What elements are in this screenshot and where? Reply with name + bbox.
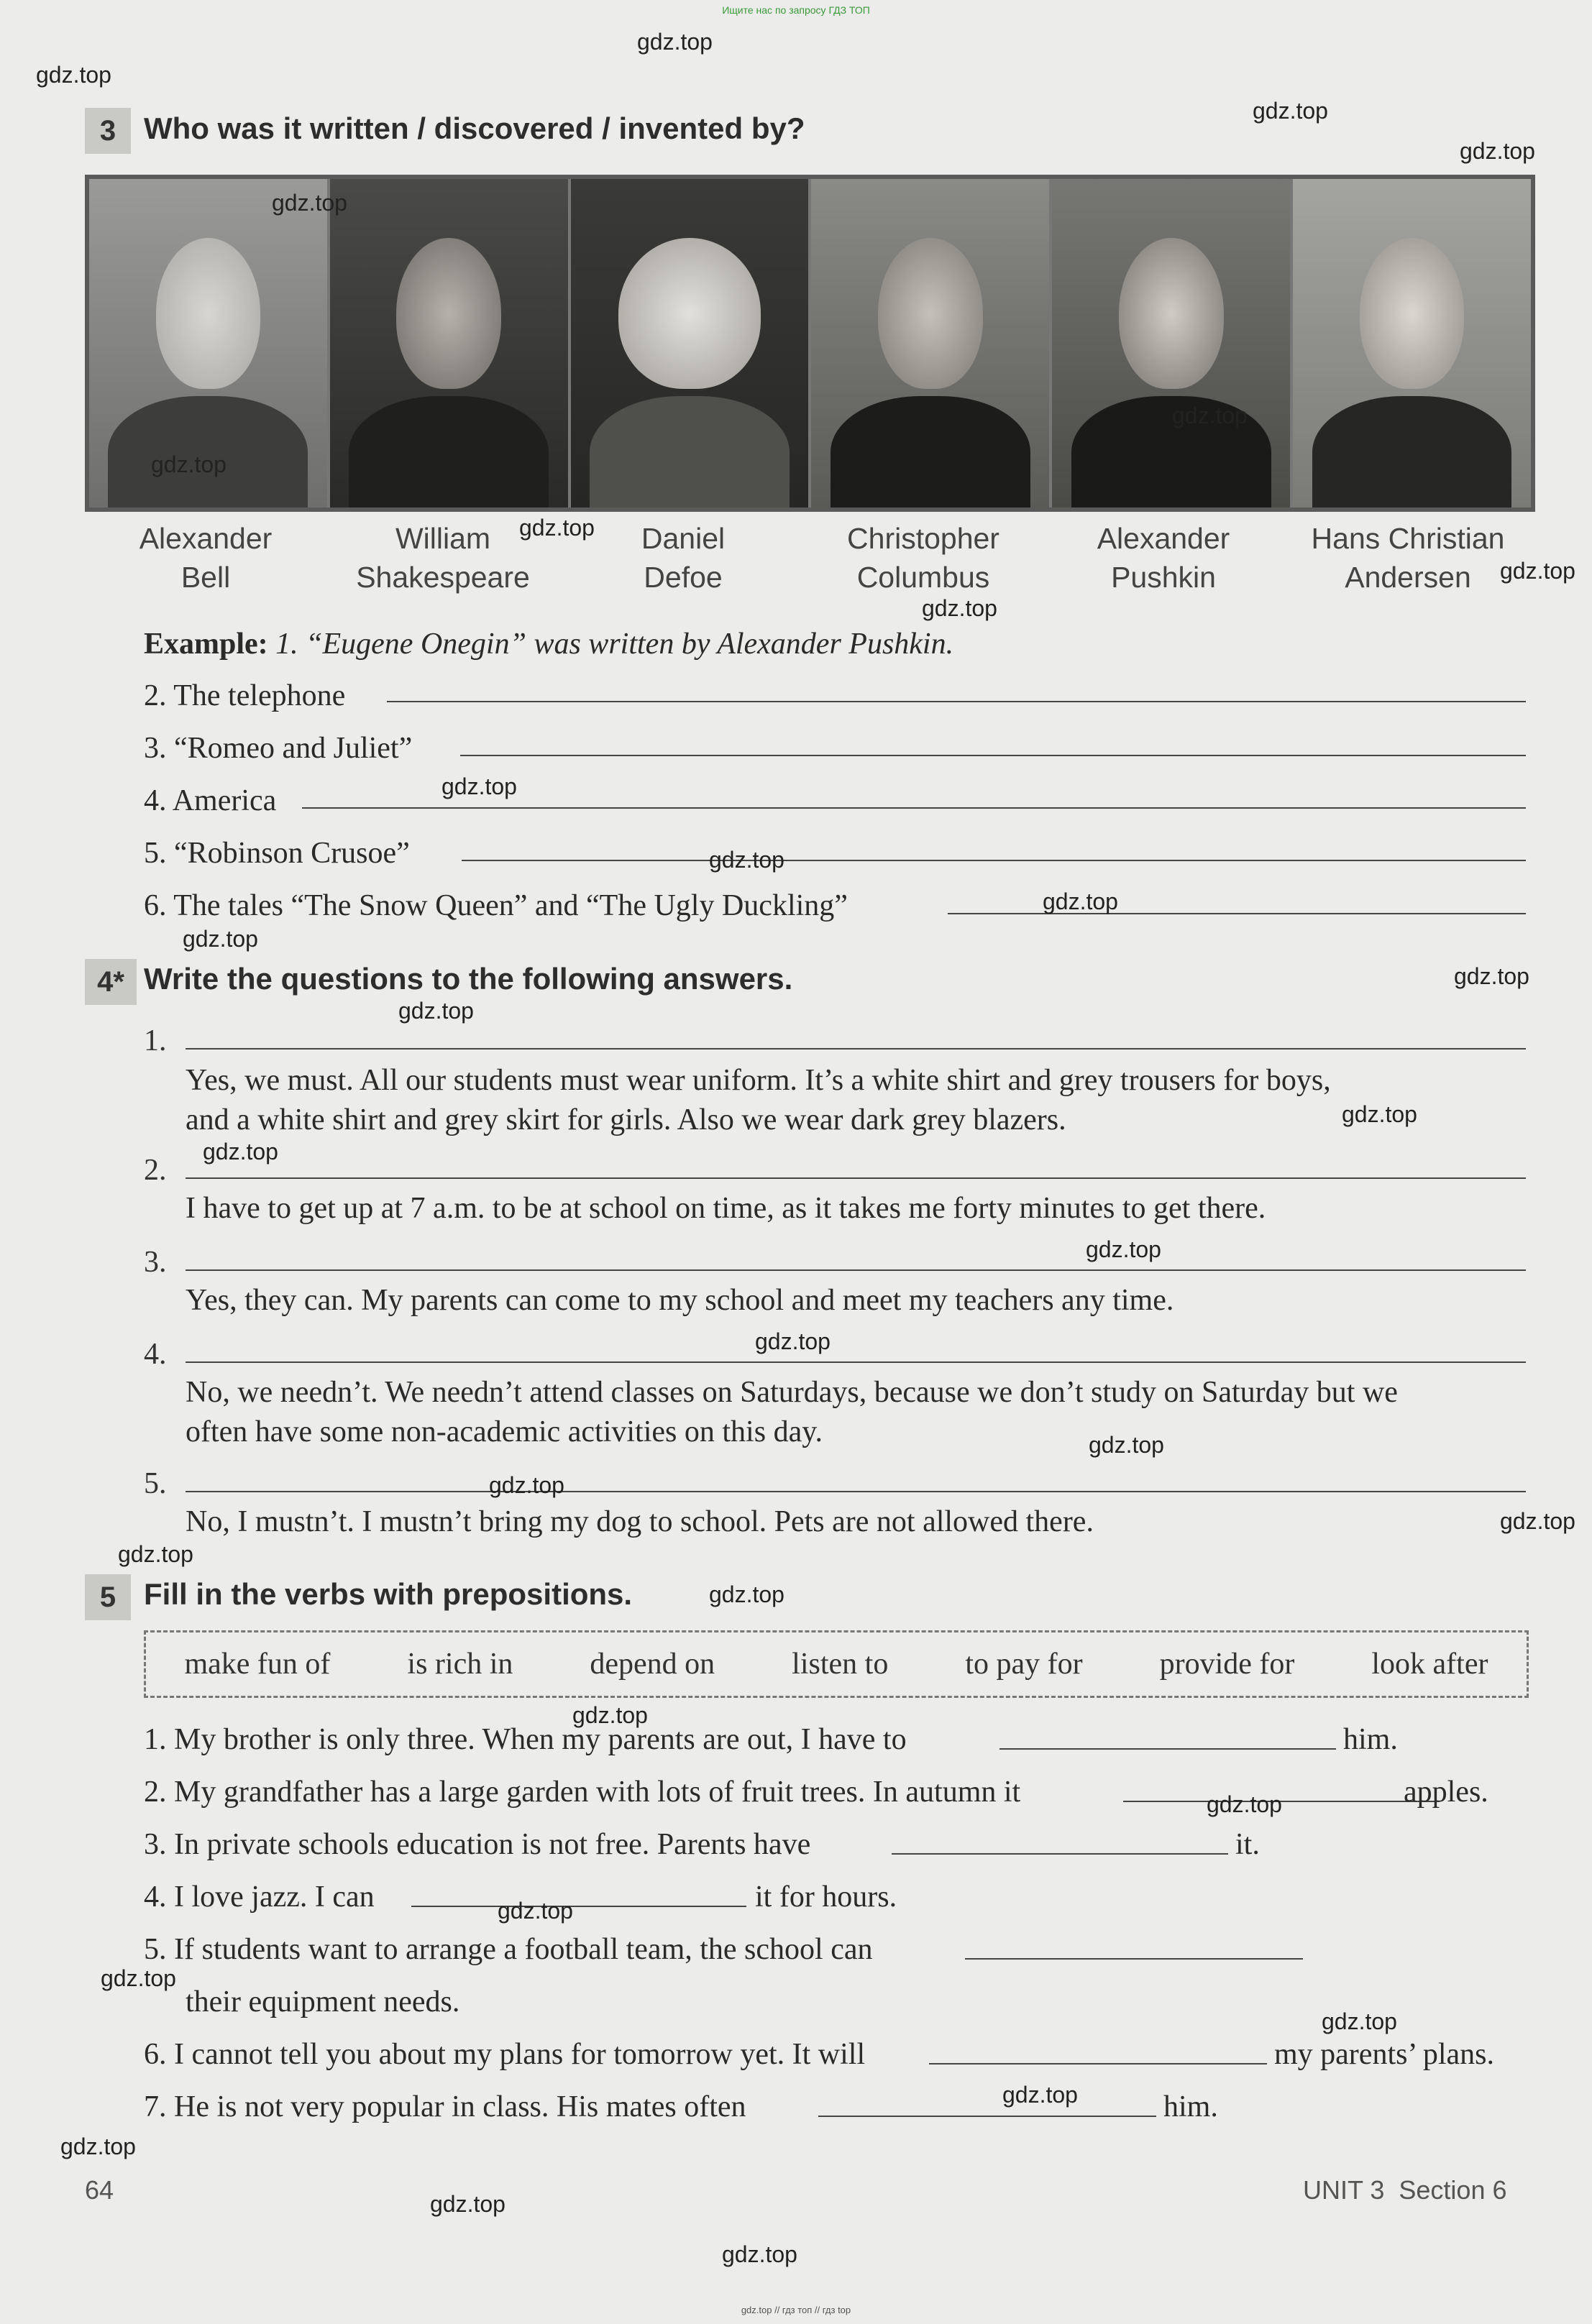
exercise-5-number: 5 [85,1574,131,1620]
watermark: gdz.top [637,29,713,55]
answer-text: No, we needn’t. We needn’t attend classes on Saturdays, because we don’t study on Saturday but we often have some non-academic activities on this day. [186,1376,1398,1448]
watermark: gdz.top [151,451,227,477]
person-name: Christopher Columbus [847,522,999,594]
ex3-item: 2. The telephone [144,679,346,712]
watermark: gdz.top [709,1581,784,1607]
watermark: gdz.top [430,2191,505,2217]
question-blank[interactable] [186,1269,1526,1271]
watermark: gdz.top [709,847,784,873]
word-box [144,1630,1529,1698]
watermark: gdz.top [1500,558,1575,584]
exercise-3-title: Who was it written / discovered / invented by? [144,111,805,145]
watermark: gdz.top [489,1472,564,1498]
question-blank[interactable] [186,1491,1526,1492]
person-name: Alexander Bell [139,522,273,594]
ex5-item-end: him. [1163,2090,1218,2123]
watermark: gdz.top [1342,1101,1417,1127]
watermark: gdz.top [1089,1432,1164,1458]
watermark: gdz.top [498,1898,573,1924]
watermark: gdz.top [203,1139,278,1165]
ex5-item-cont: their equipment needs. [186,1985,460,2018]
watermark: gdz.top [1002,2082,1078,2108]
ex5-item-end: it for hours. [755,1880,897,1914]
question-blank[interactable] [186,1048,1526,1050]
watermark: gdz.top [118,1541,193,1567]
word-option: listen to [792,1648,889,1681]
word-option: make fun of [184,1648,331,1681]
ex5-item: 3. In private schools education is not free. Parents have [144,1828,811,1861]
exercise-5-title: Fill in the verbs with prepositions. [144,1577,633,1611]
watermark: gdz.top [722,2241,797,2267]
watermark: gdz.top [398,998,474,1024]
question-number: 4. [144,1338,167,1371]
ex3-item: 5. “Robinson Crusoe” [144,837,410,870]
fill-blank[interactable] [892,1853,1228,1855]
fill-blank[interactable] [999,1748,1336,1750]
portrait-strip [85,175,1535,512]
ex5-item-end: it. [1235,1828,1260,1861]
portrait-columbus [811,179,1052,507]
watermark: gdz.top [755,1328,831,1354]
fill-blank[interactable] [929,2063,1267,2064]
portrait-andersen [1293,179,1531,507]
fill-blank[interactable] [965,1958,1303,1960]
watermark: gdz.top [183,926,258,952]
answer-text: I have to get up at 7 a.m. to be at school on time, as it takes me forty minutes to get there. [186,1192,1266,1225]
watermark: gdz.top [272,190,347,216]
word-option: depend on [590,1648,715,1681]
answer-blank[interactable] [948,913,1526,914]
ex5-item: 4. I love jazz. I can [144,1880,375,1914]
word-option: is rich in [407,1648,513,1681]
watermark: gdz.top [1043,888,1118,914]
answer-blank[interactable] [387,701,1526,702]
ex3-item: 3. “Romeo and Juliet” [144,732,413,765]
person-name: Hans Christian Andersen [1311,522,1505,594]
watermark: gdz.top [1322,2008,1397,2034]
watermark: gdz.top [36,62,111,88]
word-option: to pay for [965,1648,1083,1681]
watermark: gdz.top [572,1702,648,1728]
ex5-item: 1. My brother is only three. When my parents are out, I have to [144,1723,907,1756]
answer-text: No, I mustn’t. I mustn’t bring my dog to school. Pets are not allowed there. [186,1505,1094,1538]
question-number: 5. [144,1467,167,1500]
person-name: William Shakespeare [356,522,530,594]
answer-text: Yes, we must. All our students must wear uniform. It’s a white shirt and grey trousers for boys, and a white shirt and grey skirt for girls. Also we wear dark grey blazers. [186,1064,1331,1136]
question-number: 2. [144,1154,167,1187]
watermark: gdz.top [1500,1508,1575,1534]
ex3-item: 4. America [144,784,277,817]
ex3-item: 6. The tales “The Snow Queen” and “The Ugly Duckling” [144,889,848,922]
footer-unit: UNIT 3 Section 6 [1303,2175,1507,2205]
question-blank[interactable] [186,1177,1526,1179]
watermark: gdz.top [1253,98,1328,124]
ex5-item: 2. My grandfather has a large garden with lots of fruit trees. In autumn it [144,1776,1021,1809]
person-name: Daniel Defoe [641,522,726,594]
answer-blank[interactable] [462,860,1526,861]
word-option: provide for [1159,1648,1295,1681]
watermark: gdz.top [1172,403,1248,428]
page-number: 64 [85,2175,114,2205]
question-blank[interactable] [186,1361,1526,1363]
portrait-defoe [571,179,812,507]
exercise-4-number: 4* [85,959,137,1005]
ex5-item: 6. I cannot tell you about my plans for tomorrow yet. It will [144,2038,866,2071]
exercise-4-title: Write the questions to the following answers. [144,962,793,996]
example-line: Example: 1. “Eugene Onegin” was written by Alexander Pushkin. [144,628,954,661]
answer-blank[interactable] [302,807,1526,809]
watermark: gdz.top [1460,138,1535,164]
question-number: 1. [144,1024,167,1057]
ex5-item-end: him. [1343,1723,1398,1756]
person-name: Alexander Pushkin [1097,522,1230,594]
top-note: Ищите нас по запросу ГДЗ ТОП [722,4,870,16]
watermark: gdz.top [1454,963,1529,989]
watermark: gdz.top [101,1965,176,1991]
fill-blank[interactable] [411,1906,746,1907]
fill-blank[interactable] [818,2116,1156,2117]
ex5-item-end: my parents’ plans. [1274,2038,1494,2071]
portrait-pushkin [1052,179,1293,507]
answer-blank[interactable] [460,755,1526,756]
watermark: gdz.top [922,595,997,621]
exercise-3-number: 3 [85,108,131,154]
answer-text: Yes, they can. My parents can come to my school and meet my teachers any time. [186,1284,1174,1317]
watermark: gdz.top [1207,1791,1282,1817]
ex5-item: 7. He is not very popular in class. His mates often [144,2090,746,2123]
portrait-shakespeare [330,179,571,507]
watermark: gdz.top [442,773,517,799]
ex5-item-end: apples. [1404,1776,1488,1809]
watermark: gdz.top [519,515,595,541]
watermark: gdz.top [1086,1236,1161,1262]
watermark: gdz.top [60,2134,136,2159]
bottom-note: gdz.top // гдз топ // гдз top [741,2305,851,2315]
question-number: 3. [144,1246,167,1279]
word-option: look after [1371,1648,1488,1681]
ex5-item: 5. If students want to arrange a football team, the school can [144,1933,873,1966]
